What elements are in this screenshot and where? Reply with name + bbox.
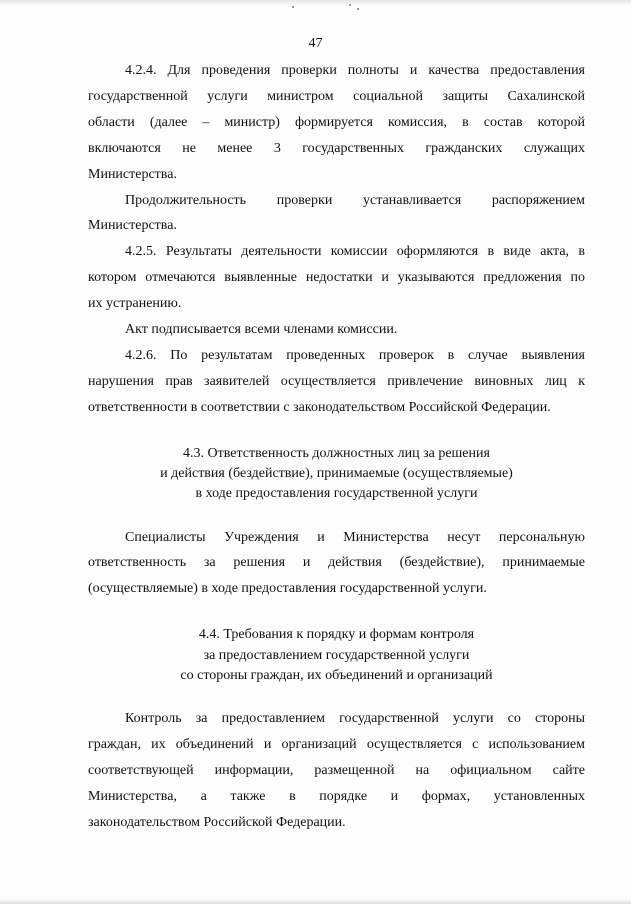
paragraph-line: соответствующей информации, размещенной на официальном сайте [88, 763, 585, 778]
paragraph-line: граждан, их объединений и организаций осуществляется с использованием [88, 737, 585, 753]
paragraph-line: ответственность за решения и действия (бездействие), принимаемые [88, 555, 585, 571]
paragraph-line: 4.2.4. Для проведения проверки полноты и качества предоставления [125, 63, 585, 78]
section-gap [88, 686, 585, 706]
heading-line: в ходе предоставления государственной услуги [195, 486, 478, 502]
paragraph-line: нарушения прав заявителей осуществляется привлечение виновных лиц к [88, 373, 585, 389]
paragraph-line: Продолжительность проверки устанавливается распоряжением [125, 192, 585, 208]
paragraph-line: законодательством Российской Федерации. [88, 814, 346, 830]
scan-top-edge [0, 0, 631, 6]
heading-line: за предоставлением государственной услуги [203, 647, 470, 663]
section-gap [88, 505, 585, 525]
paragraph-line: 4.2.6. По результатам проведенных проверок в случае выявления [125, 347, 585, 363]
paragraph-line: их устранению. [88, 296, 182, 312]
section-gap [88, 421, 585, 444]
document-body [88, 58, 585, 836]
paragraph-line: государственной услуги министром социальной защиты Сахалинской [88, 88, 585, 104]
paragraph-line: Акт подписывается всеми членами комиссии. [125, 322, 398, 338]
section-heading-4-3 [88, 444, 585, 505]
scan-speck [357, 8, 359, 10]
paragraph-line: Министерства. [88, 218, 177, 234]
scan-speck [349, 4, 351, 6]
heading-line: 4.3. Ответственность должностных лиц за решения [183, 445, 490, 461]
heading-line: 4.4. Требования к порядку и формам контроля [198, 627, 475, 643]
paragraph-line: Министерства, а также в порядке и формах, установленных [88, 788, 585, 804]
heading-line: и действия (бездействие), принимаемые (осуществляемые) [160, 465, 513, 481]
paragraph-line: включаются не менее 3 государственных гражданских служащих [88, 140, 585, 156]
scan-speck [292, 6, 294, 8]
scan-bottom-edge [0, 899, 631, 904]
paragraph-line: Министерства. [88, 166, 177, 182]
heading-line: со стороны граждан, их объединений и организаций [180, 667, 493, 683]
page-number: 47 [308, 36, 323, 51]
paragraph-line: котором отмечаются выявленные недостатки и указываются предложения по [88, 270, 585, 286]
paragraph-line: области (далее – министр) формируется комиссия, в состав которой [88, 114, 585, 130]
paragraph-line: Контроль за предоставлением государственной услуги со стороны [125, 711, 585, 727]
section-heading-4-4 [88, 625, 585, 686]
paragraph-line: (осуществляемые) в ходе предоставления государственной услуги. [88, 581, 487, 597]
paragraph-line: ответственности в соответствии с законодательством Российской Федерации. [88, 399, 551, 415]
paragraph-line: Специалисты Учреждения и Министерства несут персональную [125, 529, 585, 545]
section-gap [88, 602, 585, 625]
paragraph-line: 4.2.5. Результаты деятельности комиссии оформляются в виде акта, в [125, 244, 585, 260]
